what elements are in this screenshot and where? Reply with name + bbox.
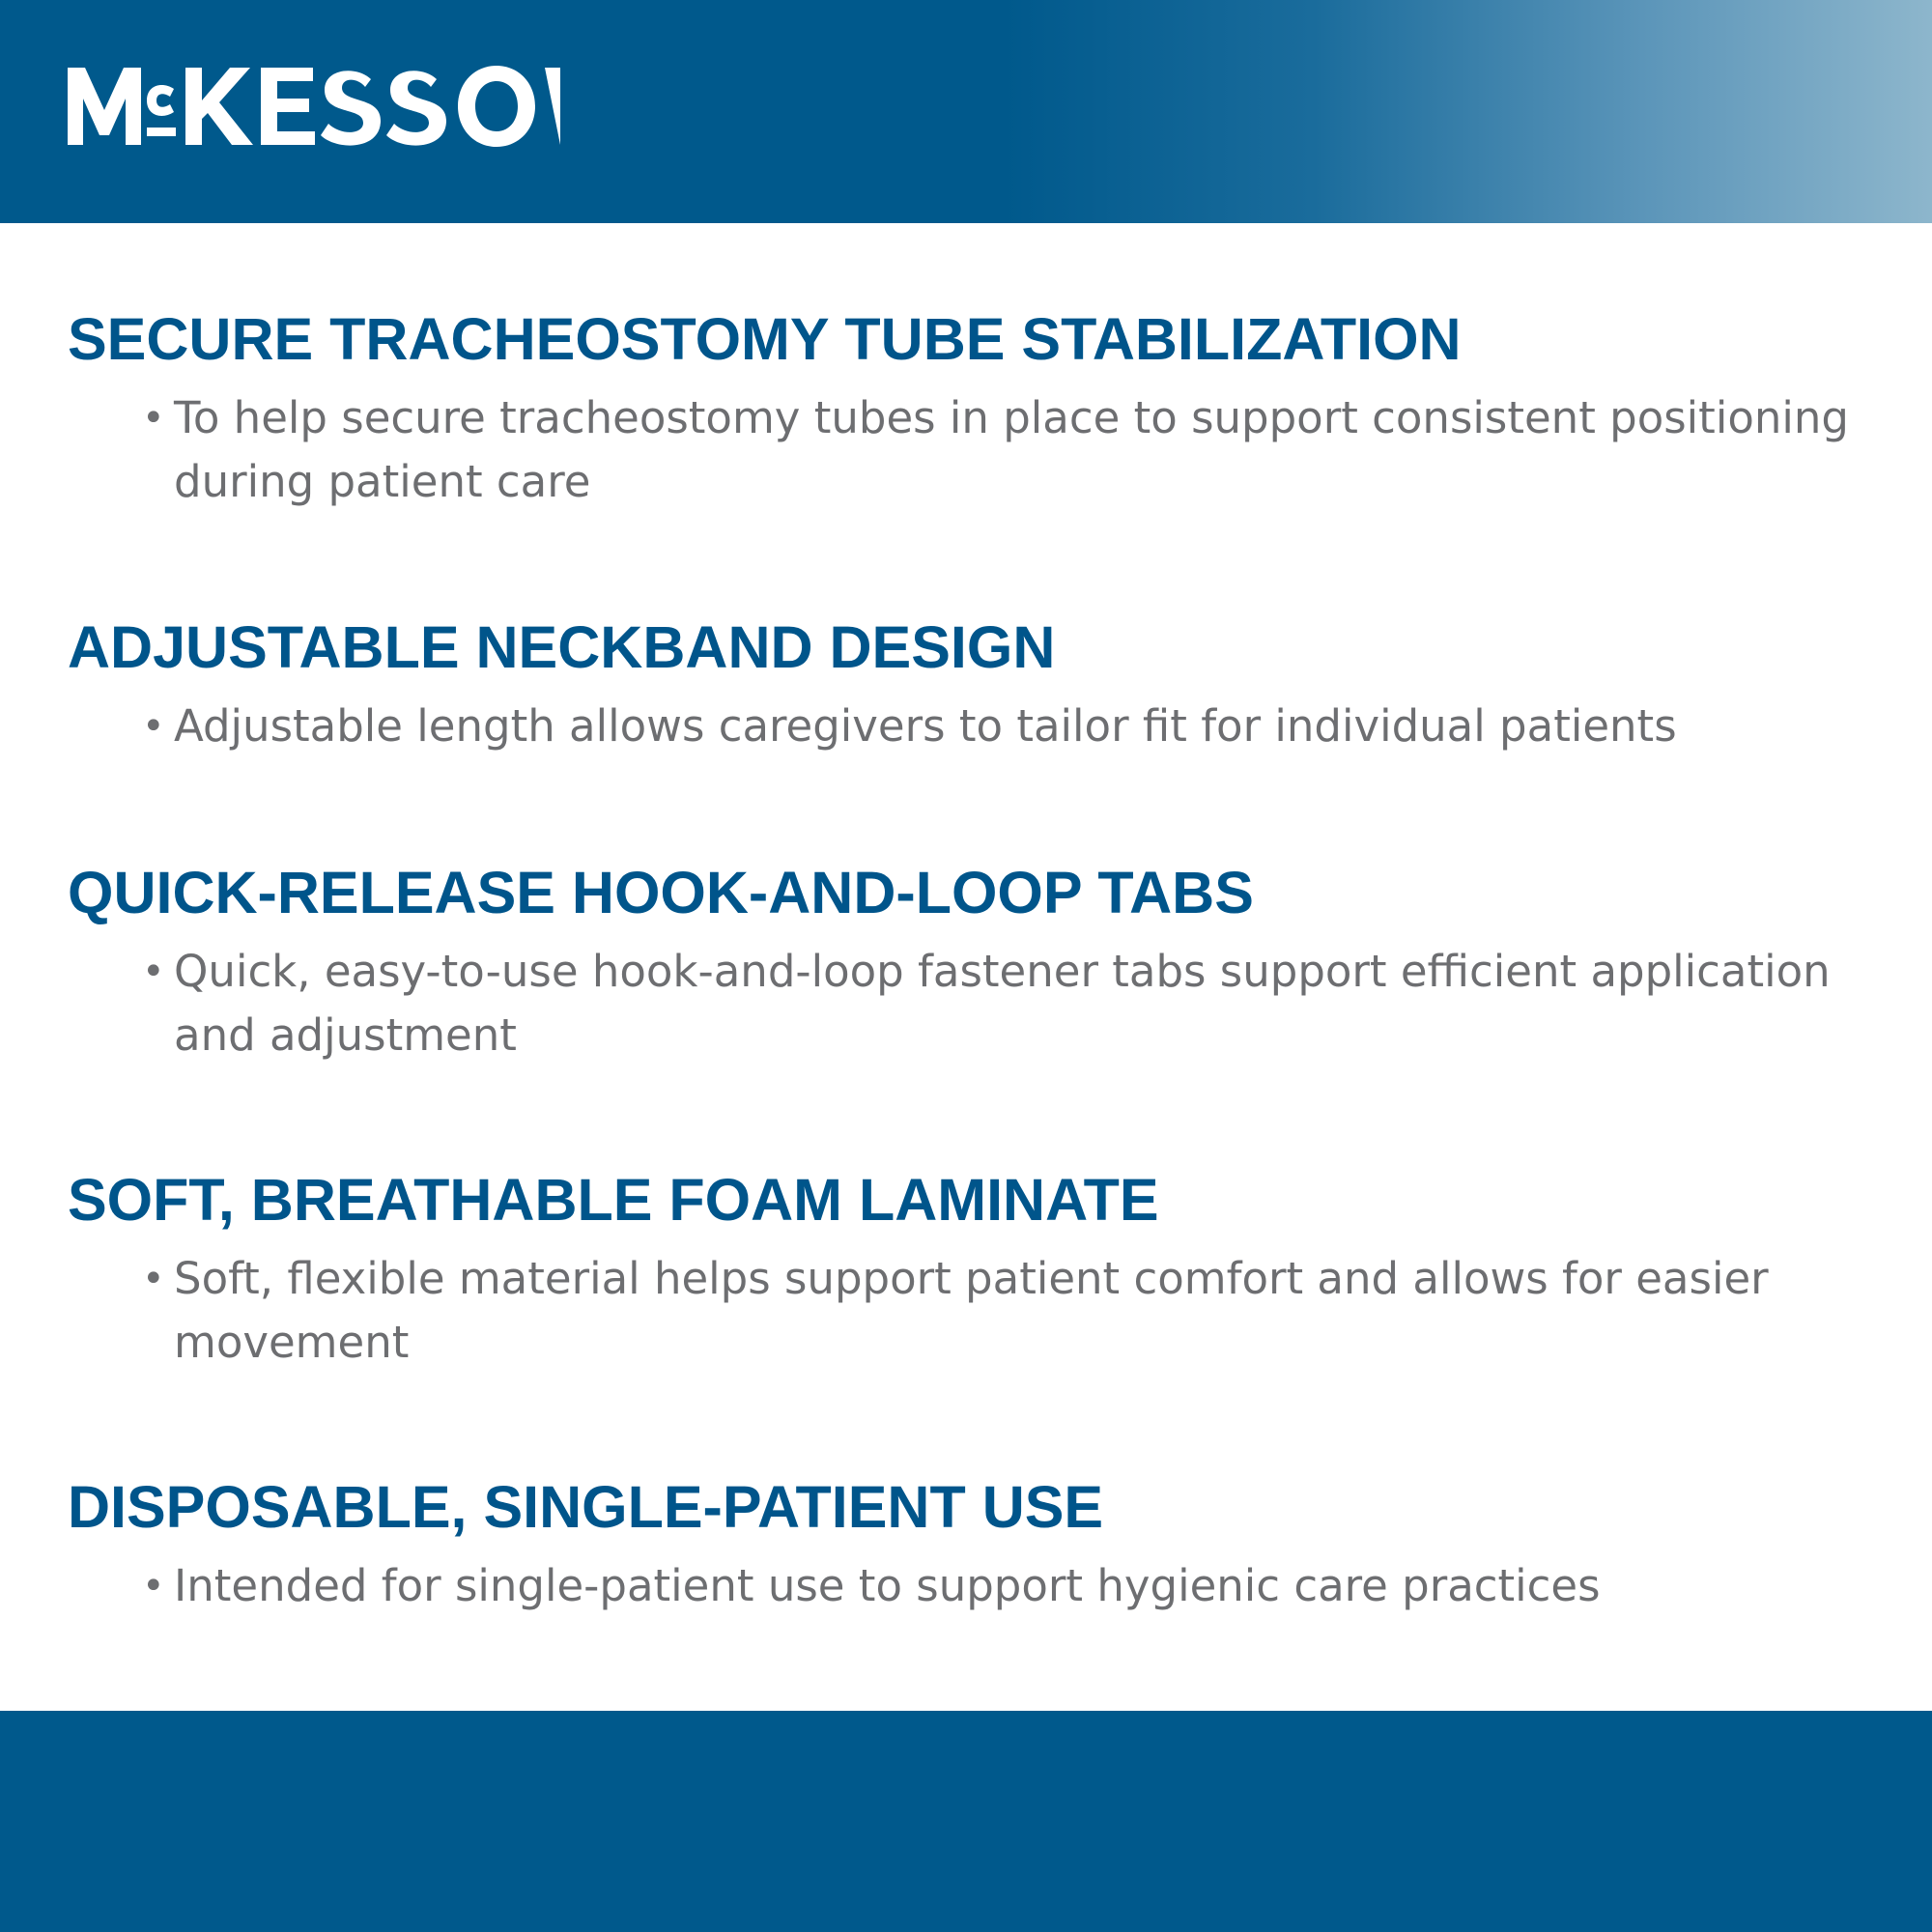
feature-bullet <box>142 1554 1884 1618</box>
bullet-dot-icon: • <box>142 396 165 440</box>
feature-item <box>68 305 1884 514</box>
feature-bullet-list <box>68 940 1884 1067</box>
mckesson-logo <box>68 60 570 147</box>
feature-bullet-text: Quick, easy-to-use hook-and-loop fastener tabs support efficient application and adjustment <box>174 946 1831 1061</box>
feature-bullet-text: Soft, flexible material helps support patient comfort and allows for easier movement <box>174 1253 1769 1368</box>
bullet-dot-icon: • <box>142 1564 165 1608</box>
feature-item <box>68 1166 1884 1375</box>
bullet-dot-icon: • <box>142 704 165 749</box>
feature-list <box>0 223 1932 1711</box>
bullet-dot-icon: • <box>142 950 165 994</box>
feature-bullet-list <box>68 1247 1884 1375</box>
feature-title: DISPOSABLE, SINGLE-PATIENT USE <box>68 1474 1104 1540</box>
bullet-dot-icon: • <box>142 1257 165 1301</box>
feature-title: ADJUSTABLE NECKBAND DESIGN <box>68 614 1056 680</box>
footer-band <box>0 1711 1932 1932</box>
feature-bullet-list <box>68 1554 1884 1618</box>
header-band <box>0 0 1932 223</box>
feature-bullet-list <box>68 695 1884 758</box>
feature-bullet <box>142 386 1884 514</box>
feature-title: SECURE TRACHEOSTOMY TUBE STABILIZATION <box>68 306 1462 372</box>
feature-bullet-text: To help secure tracheostomy tubes in place to support consistent positioning during patient care <box>174 392 1849 507</box>
feature-item <box>68 613 1884 758</box>
feature-bullet <box>142 695 1884 758</box>
feature-title: SOFT, BREATHABLE FOAM LAMINATE <box>68 1167 1159 1233</box>
feature-title: QUICK-RELEASE HOOK-AND-LOOP TABS <box>68 860 1254 925</box>
feature-bullet-text: Intended for single-patient use to support hygienic care practices <box>174 1560 1601 1611</box>
feature-bullet-list <box>68 386 1884 514</box>
feature-bullet <box>142 1247 1884 1375</box>
feature-bullet <box>142 940 1884 1067</box>
feature-bullet-text: Adjustable length allows caregivers to tailor fit for individual patients <box>174 700 1677 752</box>
feature-item <box>68 1473 1884 1618</box>
feature-item <box>68 859 1884 1067</box>
